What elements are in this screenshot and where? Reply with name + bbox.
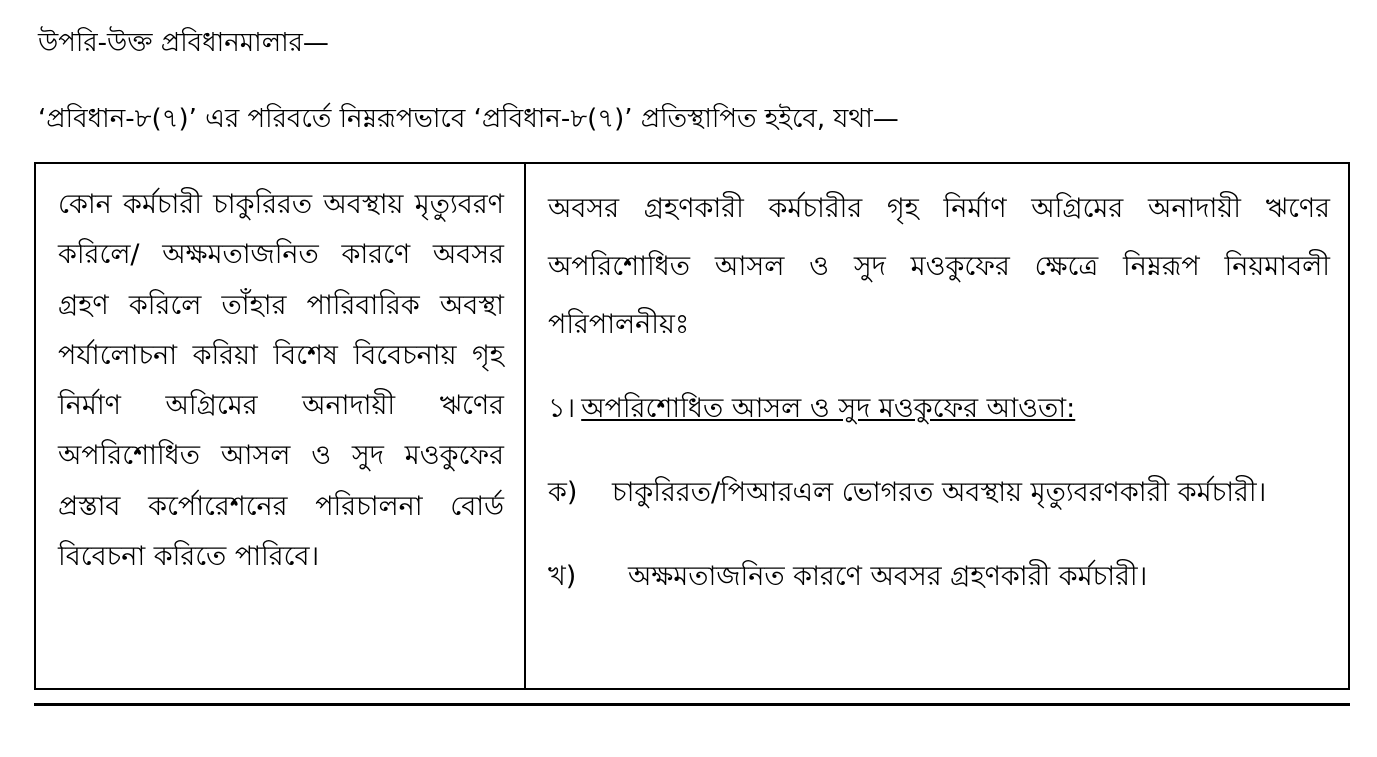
footer-rule — [34, 703, 1350, 706]
list-item-label: খ) — [548, 561, 577, 592]
list-item — [548, 548, 1330, 606]
list-item — [548, 464, 1330, 522]
existing-provision-cell: কোন কর্মচারী চাকুরিরত অবস্থায় মৃত্যুবরণ করিলে/ অক্ষমতাজনিত কারণে অবসর গ্রহণ করিলে তাঁহার পারিবারিক অবস্থা পর্যালোচনা করিয়া বিশেষ বিবেচনায় গৃহ নির্মাণ অগ্রিমের অনাদায়ী ঋণের অপরিশোধিত আসল ও সুদ মওকুফের প্রস্তাব কর্পোরেশনের পরিচালনা বোর্ড বিবেচনা করিতে পারিবে। — [36, 164, 526, 688]
instruction-line: ‘প্রবিধান-৮(৭)’ এর পরিবর্তে নিম্নরূপভাবে ‘প্রবিধান-৮(৭)’ প্রতিস্থাপিত হইবে, যথা— — [38, 104, 899, 134]
substituted-intro: অবসর গ্রহণকারী কর্মচারীর গৃহ নির্মাণ অগ্রিমের অনাদায়ী ঋণের অপরিশোধিত আসল ও সুদ মওকুফের ক্ষেত্রে নিম্নরূপ নিয়মাবলী পরিপালনীয়ঃ — [548, 193, 1330, 340]
section-heading-text: অপরিশোধিত আসল ও সুদ মওকুফের আওতা: — [581, 393, 1076, 424]
section-number: ১। — [548, 393, 576, 424]
list-item-label: ক) — [548, 477, 578, 508]
amendment-table — [34, 162, 1350, 690]
substituted-provision-cell — [526, 164, 1348, 688]
list-item-text: অক্ষমতাজনিত কারণে অবসর গ্রহণকারী কর্মচারী। — [628, 561, 1148, 592]
list-item-text: চাকুরিরত/পিআরএল ভোগরত অবস্থায় মৃত্যুবরণকারী কর্মচারী। — [612, 477, 1267, 508]
intro-line: উপরি-উক্ত প্রবিধানমালার— — [38, 28, 329, 58]
section-heading — [548, 380, 1330, 438]
